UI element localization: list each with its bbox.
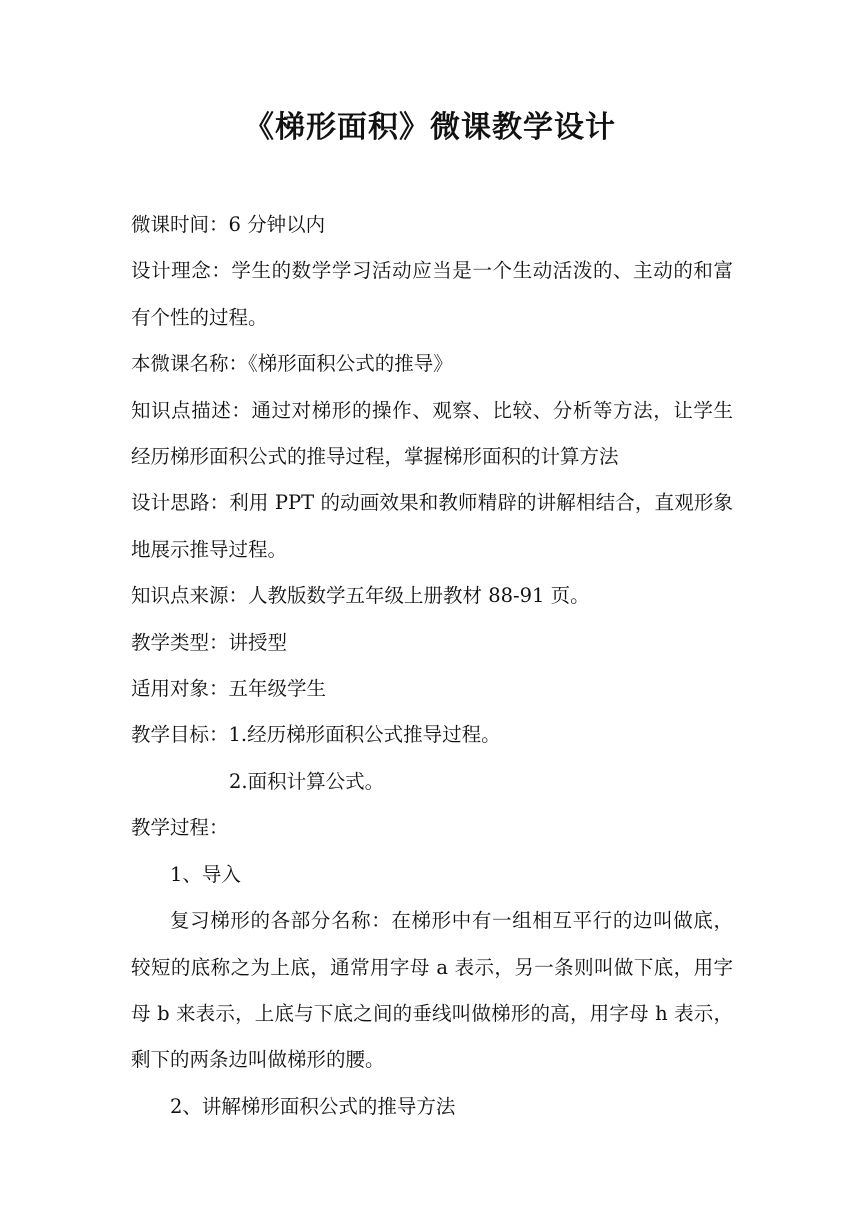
section-heading-derivation: 2、讲解梯形面积公式的推导方法: [170, 1094, 456, 1118]
paragraph-review: 复习梯形的各部分名称：在梯形中有一组相互平行的边叫做底，较短的底称之为上底，通常用字母 a 表示，另一条则叫做下底，用字母 b 来表示，上底与下底之间的垂线叫做梯形的高，用字母 h 表示，剩下的两条边叫做梯形的腰。: [131, 909, 733, 1072]
paragraph-teaching-type: 教学类型：讲授型: [131, 630, 288, 654]
paragraph-lesson-name: 本微课名称：《梯形面积公式的推导》: [131, 352, 453, 376]
paragraph-design-concept: 设计理念：学生的数学学习活动应当是一个生动活泼的、主动的和富有个性的过程。: [131, 259, 733, 329]
document-title: 《梯形面积》微课教学设计: [244, 110, 616, 145]
paragraph-source: 知识点来源：人教版数学五年级上册教材 88-91 页。: [131, 584, 590, 608]
paragraph-teaching-goal-2: 2.面积计算公式。: [229, 769, 385, 793]
paragraph-teaching-goal-1: 教学目标：1.经历梯形面积公式推导过程。: [131, 723, 501, 747]
paragraph-duration: 微课时间：6 分钟以内: [131, 213, 326, 236]
paragraph-teaching-process: 教学过程：: [131, 816, 229, 840]
paragraph-design-idea: 设计思路：利用 PPT 的动画效果和教师精辟的讲解相结合，直观形象地展示推导过程。: [131, 491, 733, 561]
paragraph-target-audience: 适用对象：五年级学生: [131, 677, 327, 701]
section-heading-introduction: 1、导入: [170, 862, 241, 886]
paragraph-knowledge-description: 知识点描述：通过对梯形的操作、观察、比较、分析等方法，让学生经历梯形面积公式的推导过程，掌握梯形面积的计算方法: [131, 398, 733, 469]
document-body: [131, 202, 733, 1130]
